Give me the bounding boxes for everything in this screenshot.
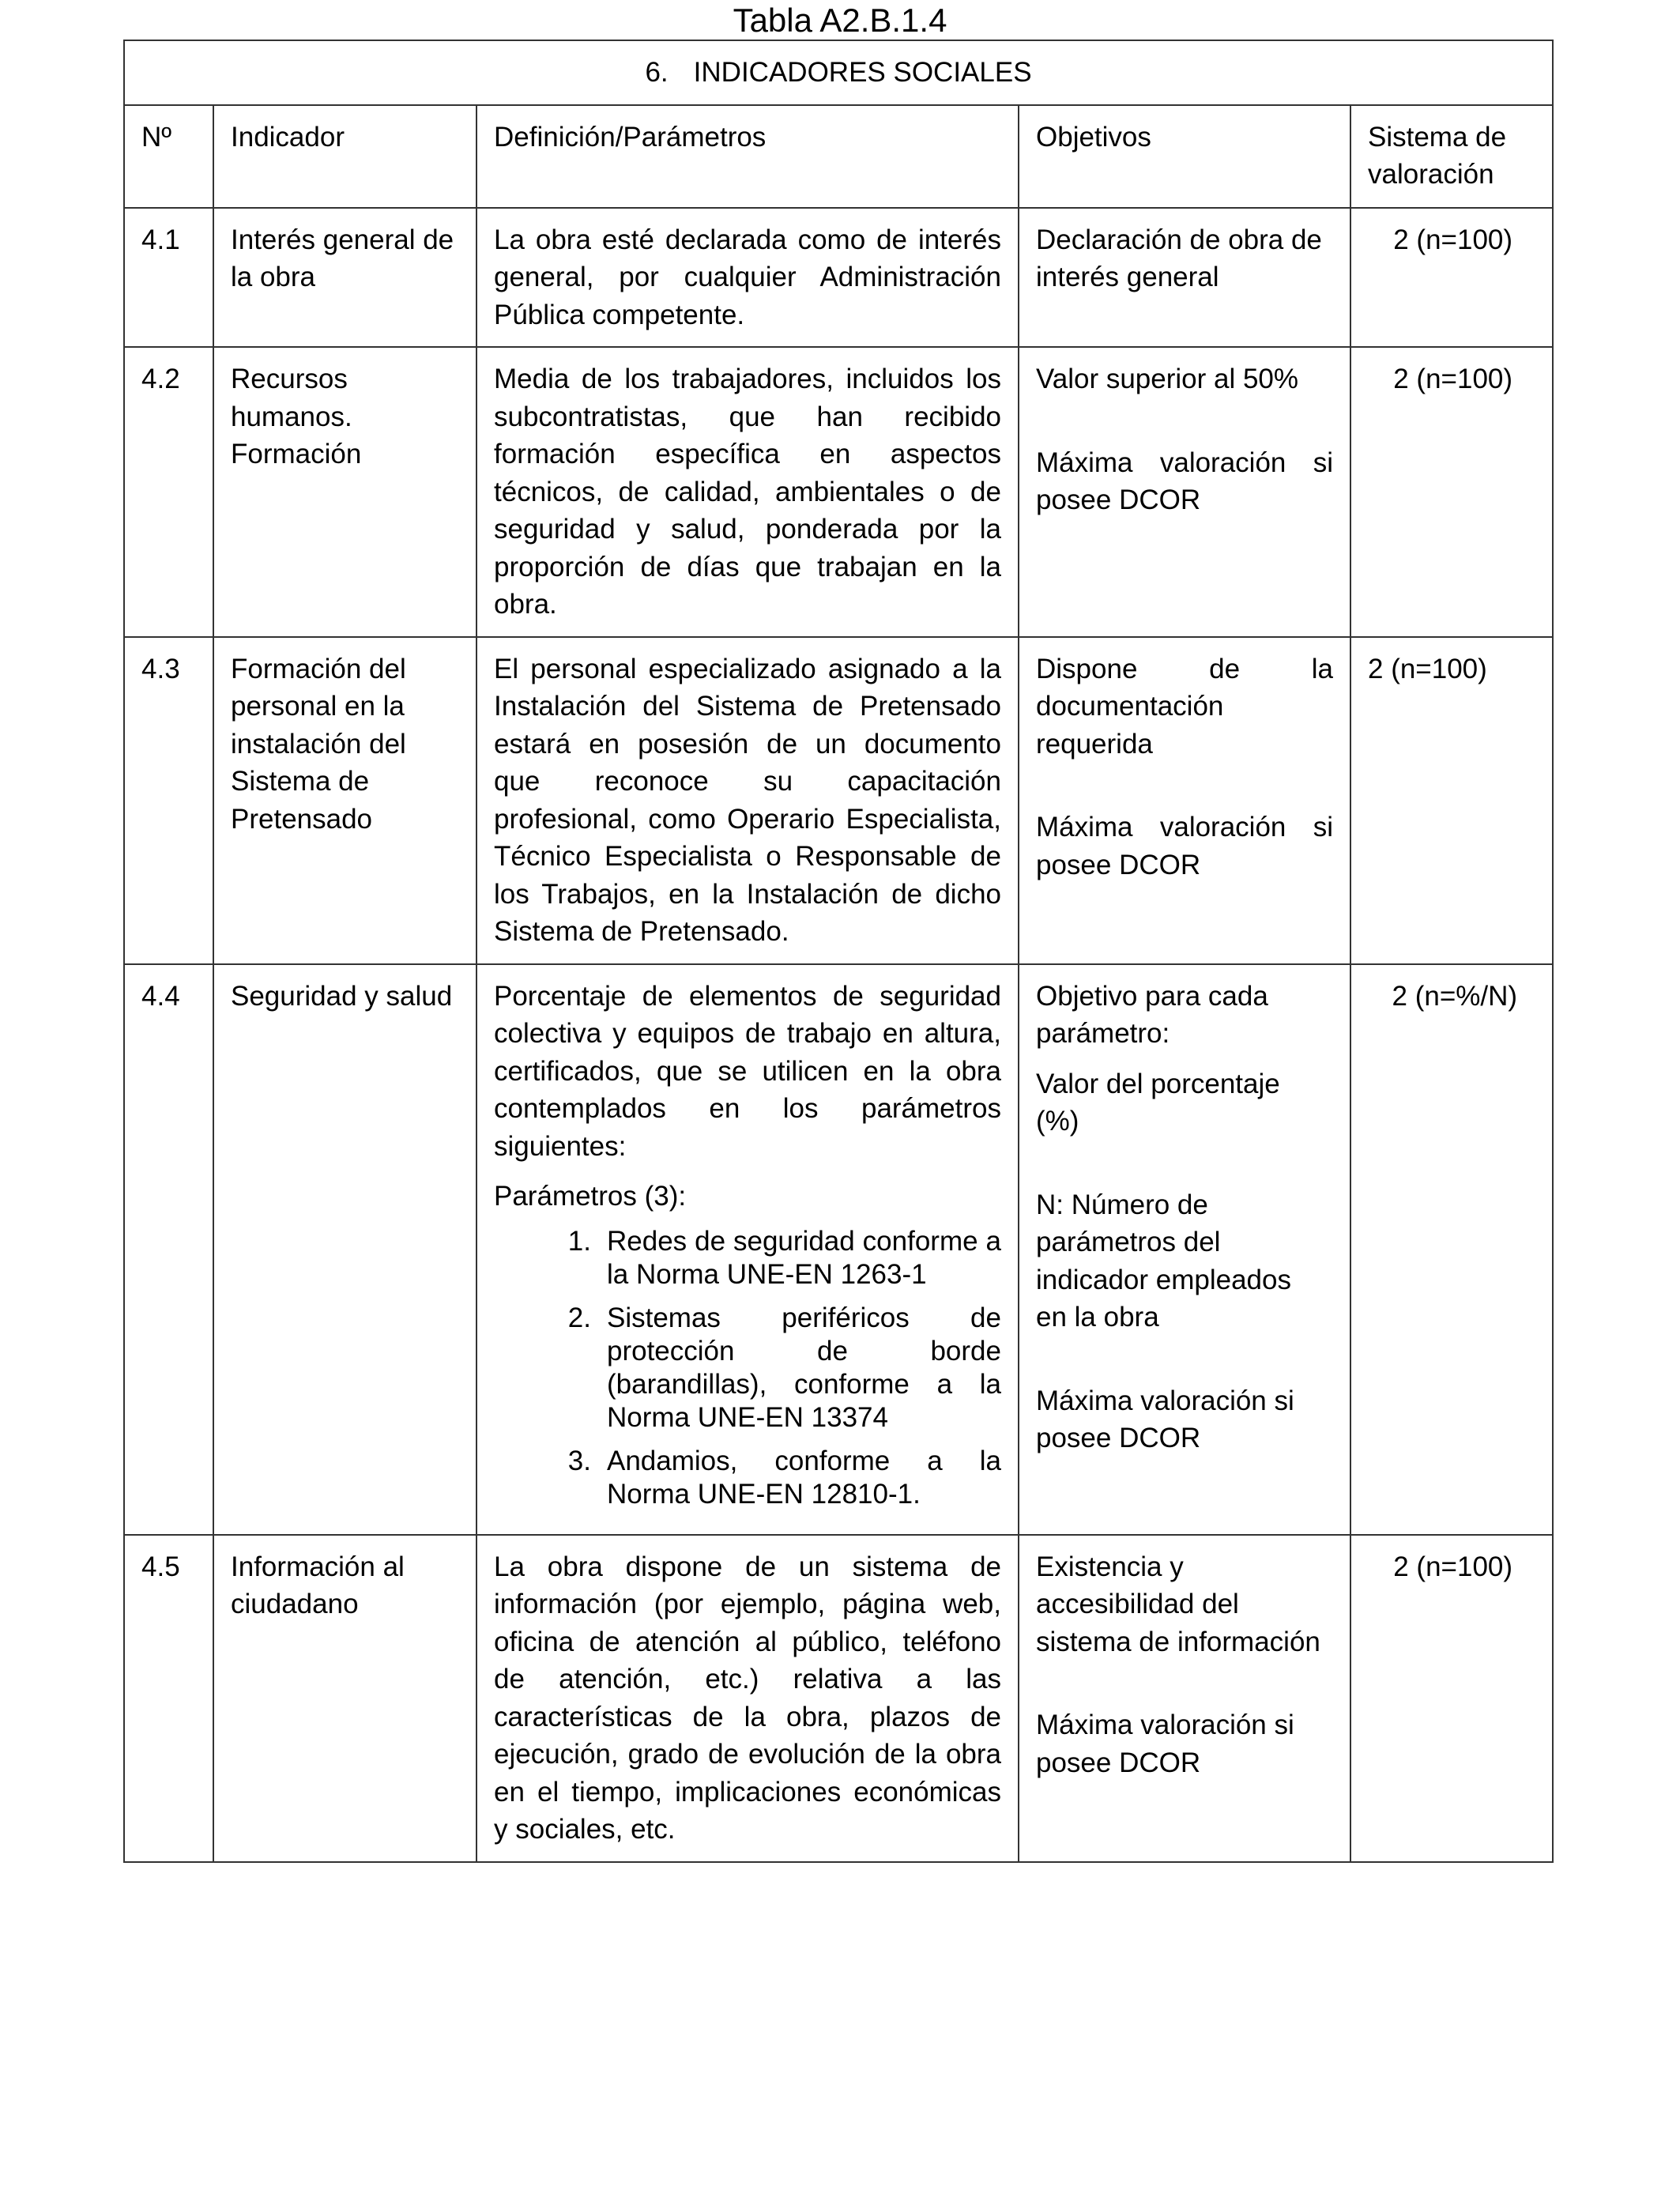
row-objetivo-max: Máxima valoración si posee DCOR bbox=[1036, 812, 1333, 880]
list-item-text: Andamios, conforme a la Norma UNE-EN 12810-1. bbox=[607, 1445, 1001, 1510]
row-objetivo bbox=[1019, 964, 1350, 1535]
row-objetivo-line: sistema de información bbox=[1036, 1626, 1320, 1657]
spacer bbox=[1036, 1140, 1333, 1186]
row-objetivo: Declaración de obra de interés general bbox=[1019, 208, 1350, 348]
row-objetivo-line: Existencia y bbox=[1036, 1551, 1184, 1582]
row-indicador-line: Formación del bbox=[231, 653, 406, 684]
header-indicador: Indicador bbox=[213, 105, 477, 208]
row-indicador-line: instalación del bbox=[231, 728, 406, 760]
table-title: Tabla A2.B.1.4 bbox=[733, 2, 947, 39]
row-objetivo-line: parámetros del bbox=[1036, 1227, 1221, 1257]
row-objetivo-line: posee DCOR bbox=[1036, 1423, 1201, 1453]
row-indicador bbox=[213, 637, 477, 964]
row-objetivo-max: Máxima valoración si posee DCOR bbox=[1036, 447, 1333, 515]
row-indicador: Seguridad y salud bbox=[213, 964, 477, 1535]
parametros-list bbox=[494, 1225, 1001, 1511]
row-definicion-text: Porcentaje de elementos de seguridad colectiva y equipos de trabajo en altura, certificados, que se utilicen en la obra contemplados en los parámetros siguientes: bbox=[494, 980, 1001, 1162]
row-valoracion: 2 (n=100) bbox=[1350, 347, 1553, 637]
list-item-number: 3. bbox=[567, 1445, 591, 1476]
row-objetivo-line: Objetivo para cada bbox=[1036, 980, 1268, 1012]
section-header-cell bbox=[124, 40, 1553, 105]
row-indicador-line: Información al bbox=[231, 1551, 405, 1582]
list-item-text: Sistemas periféricos de protección de borde (barandillas), conforme a la Norma UNE-EN 13374 bbox=[607, 1302, 1001, 1433]
row-valoracion: 2 (n=100) bbox=[1350, 637, 1553, 964]
list-item bbox=[494, 1225, 1001, 1291]
row-objetivo bbox=[1019, 1535, 1350, 1862]
list-item-number: 2. bbox=[567, 1302, 591, 1333]
row-objetivo-line: Máxima valoración si bbox=[1036, 1385, 1294, 1416]
row-valoracion: 2 (n=%/N) bbox=[1350, 964, 1553, 1535]
row-objetivo bbox=[1019, 347, 1350, 637]
header-sistema-line2: valoración bbox=[1368, 159, 1494, 190]
table-row bbox=[124, 208, 1553, 348]
row-objetivo-line: Máxima valoración si bbox=[1036, 1710, 1294, 1740]
spacer bbox=[1036, 1661, 1333, 1706]
list-item bbox=[494, 1302, 1001, 1434]
row-definicion bbox=[477, 964, 1019, 1535]
row-objetivo-line: (%) bbox=[1036, 1106, 1079, 1137]
row-objetivo-line: requerida bbox=[1036, 728, 1153, 760]
row-number: 4.2 bbox=[124, 347, 213, 637]
row-definicion: Media de los trabajadores, incluidos los subcontratistas, que han recibido formación específica en aspectos técnicos, de calidad, ambientales o de seguridad y salud, ponderada por la proporción de días que trabajan en la obra. bbox=[477, 347, 1019, 637]
table-row bbox=[124, 347, 1553, 637]
row-objetivo-line: posee DCOR bbox=[1036, 1747, 1201, 1778]
row-indicador: Interés general de la obra bbox=[213, 208, 477, 348]
header-n: Nº bbox=[124, 105, 213, 208]
row-objetivo-line: parámetro: bbox=[1036, 1018, 1170, 1049]
social-indicators-table bbox=[123, 40, 1554, 1863]
table-row bbox=[124, 637, 1553, 964]
row-valoracion: 2 (n=100) bbox=[1350, 208, 1553, 348]
table-row bbox=[124, 964, 1553, 1535]
row-indicador-line: Pretensado bbox=[231, 803, 373, 835]
row-definicion: El personal especializado asignado a la Instalación del Sistema de Pretensado estará en posesión de un documento que reconoce su capacitación profesional, como Operario Especialista, Técnico Especialista o Responsable de los Trabajos, en la Instalación de dicho Sistema de Pretensado. bbox=[477, 637, 1019, 964]
row-number: 4.3 bbox=[124, 637, 213, 964]
row-indicador-line: Recursos bbox=[231, 364, 348, 394]
row-objetivo-line: documentación bbox=[1036, 691, 1224, 722]
header-objetivos: Objetivos bbox=[1019, 105, 1350, 208]
row-objetivo-line: en la obra bbox=[1036, 1302, 1159, 1333]
row-definicion: La obra esté declarada como de interés general, por cualquier Administración Pública competente. bbox=[477, 208, 1019, 348]
row-objetivo-line: accesibilidad del bbox=[1036, 1589, 1239, 1619]
parametros-label: Parámetros (3): bbox=[494, 1181, 687, 1212]
row-definicion: La obra dispone de un sistema de información (por ejemplo, página web, oficina de atención al público, teléfono de atención, etc.) relativa a las características de la obra, plazos de ejecución, grado de evolución de la obra en el tiempo, implicaciones económicas y sociales, etc. bbox=[477, 1535, 1019, 1862]
row-indicador-line: humanos. bbox=[231, 401, 352, 432]
row-objetivo-line: indicador empleados bbox=[1036, 1264, 1291, 1295]
row-indicador-line: Formación bbox=[231, 439, 362, 469]
list-item-text: Redes de seguridad conforme a la Norma UNE-EN 1263-1 bbox=[607, 1225, 1001, 1290]
row-number: 4.4 bbox=[124, 964, 213, 1535]
row-indicador-line: ciudadano bbox=[231, 1589, 359, 1619]
list-item bbox=[494, 1445, 1001, 1511]
row-objetivo-line: Dispone de la bbox=[1036, 653, 1333, 684]
section-header-row bbox=[124, 40, 1553, 105]
header-sistema-valoracion bbox=[1350, 105, 1553, 208]
column-header-row bbox=[124, 105, 1553, 208]
row-valoracion: 2 (n=100) bbox=[1350, 1535, 1553, 1862]
row-objetivo-line: Valor del porcentaje bbox=[1036, 1068, 1280, 1099]
row-objetivo bbox=[1019, 637, 1350, 964]
list-item-number: 1. bbox=[567, 1225, 591, 1257]
section-number: 6. bbox=[645, 57, 669, 88]
spacer bbox=[1036, 763, 1333, 809]
header-definicion: Definición/Parámetros bbox=[477, 105, 1019, 208]
row-indicador bbox=[213, 347, 477, 637]
section-label: INDICADORES SOCIALES bbox=[693, 57, 1032, 88]
row-objetivo-line: N: Número de bbox=[1036, 1189, 1208, 1220]
row-number: 4.5 bbox=[124, 1535, 213, 1862]
row-indicador bbox=[213, 1535, 477, 1862]
spacer bbox=[1036, 398, 1333, 444]
header-sistema-line1: Sistema de bbox=[1368, 121, 1507, 153]
table-row bbox=[124, 1535, 1553, 1862]
row-objetivo-text: Valor superior al 50% bbox=[1036, 364, 1299, 394]
spacer bbox=[1036, 1336, 1333, 1382]
row-indicador-line: personal en la bbox=[231, 691, 405, 722]
row-indicador-line: Sistema de bbox=[231, 766, 370, 797]
row-number: 4.1 bbox=[124, 208, 213, 348]
